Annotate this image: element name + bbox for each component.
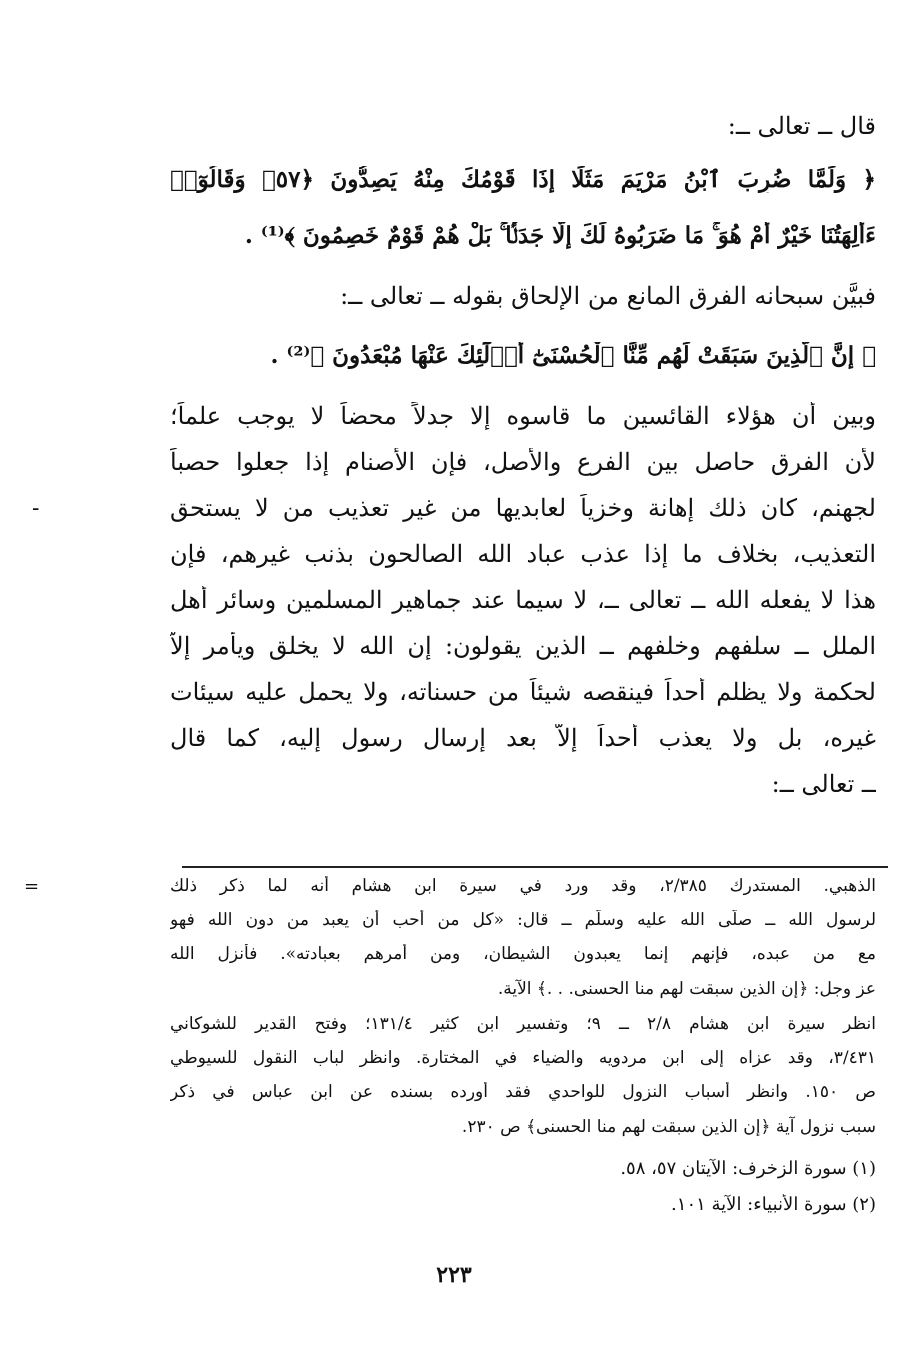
footnote-line: ٣/٤٣١، وقد عزاه إلى ابن مردويه والضياء في المختارة. وانظر لباب النقول للسيوطي [170, 1048, 876, 1068]
bridge-line: فبيَّن سبحانه الفرق المانع من الإلحاق بقوله ــ تعالى ــ: [340, 282, 876, 310]
footnote-line: سبب نزول آية ﴿إن الذين سبقت لهم منا الحسنى﴾ ص ٢٣٠. [461, 1117, 876, 1137]
paragraph-line: الملل ــ سلفهم وخلفهم ــ الذين يقولون: إن الله لا يخلق ويأمر إلاَّ [170, 632, 876, 660]
quran-verse-1-line-2: ءَأَٰلِهَتُنَا خَيْرٌ أَمْ هُوَ ۚ مَا ضَرَبُوهُ لَكَ إِلَّا جَدَلًۢا ۚ بَلْ هُمْ قَوْمٌ خَصِمُونَ ﴾⁽¹⁾ . [244, 222, 876, 249]
footnote-continuation-mark: = [24, 876, 40, 897]
page-number: ٢٢٣ [436, 1262, 472, 1288]
paragraph-line: لأن الفرق حاصل بين الفرع والأصل، فإن الأصنام إذا جعلوا حصباً [170, 448, 876, 476]
paragraph-line: هذا لا يفعله الله ــ تعالى ــ، لا سيما عند جماهير المسلمين وسائر أهل [170, 586, 876, 614]
quran-verse-1-line-1: ﴿ وَلَمَّا ضُرِبَ ٱبْنُ مَرْيَمَ مَثَلًا إِذَا قَوْمُكَ مِنْهُ يَصِدُّونَ ﴿٥٧﴾ وَقَالُوٓا۟ [170, 166, 876, 193]
paragraph-line: التعذيب، بخلاف ما إذا عذب عباد الله الصالحون بذنب غيرهم، فإن [170, 540, 876, 568]
footnote-line: مع من عبده، فإنهم إنما يعبدون الشيطان، ومن أمرهم بعبادته». فأنزل الله [170, 944, 876, 964]
paragraph-line: غيره، بل ولا يعذب أحداً إلاَّ بعد إرسال رسول إليه، كما قال [170, 724, 876, 752]
intro-line: قال ــ تعالى ــ: [727, 112, 876, 140]
footnote-line: لرسول الله ــ صلَّى الله عليه وسلَّم ــ قال: «كل من أحب أن يعبد من دون الله فهو [170, 910, 876, 930]
footnote-2: (٢) سورة الأنبياء: الآية ١٠١. [671, 1194, 876, 1215]
paragraph-line: لجهنم، كان ذلك إهانة وخزياً لعابديها من غير تعذيب من لا يستحق [170, 494, 876, 522]
margin-mark: - [32, 496, 40, 521]
footnote-line: انظر سيرة ابن هشام ٢/٨ ــ ٩؛ وتفسير ابن كثير ١٣١/٤؛ وفتح القدير للشوكاني [170, 1014, 876, 1034]
quran-verse-2: ﴿ إِنَّ ٱلَّذِينَ سَبَقَتْ لَهُم مِّنَّا ٱلْحُسْنَىٰٓ أُو۟لَٰٓئِكَ عَنْهَا مُبْعَدُونَ ﴾⁽²⁾ . [270, 342, 876, 369]
paragraph-line: وبين أن هؤلاء القائسين ما قاسوه إلا جدلاً محضاً لا يوجب علماً؛ [170, 402, 876, 430]
footnote-line: عز وجل: ﴿إن الذين سبقت لهم منا الحسنى. . .﴾ الآية. [497, 979, 876, 999]
footnote-1: (١) سورة الزخرف: الآيتان ٥٧، ٥٨. [620, 1158, 876, 1179]
footnote-line: الذهبي. المستدرك ٢/٣٨٥، وقد ورد في سيرة ابن هشام أنه لما ذكر ذلك [170, 876, 876, 896]
footnote-line: ص ١٥٠. وانظر أسباب النزول للواحدي فقد أورده بسنده عن ابن عباس في ذكر [170, 1082, 876, 1102]
paragraph-line-last: ــ تعالى ــ: [771, 770, 876, 798]
paragraph-line: لحكمة ولا يظلم أحداً فينقصه شيئاً من حسناته، ولا يحمل عليه سيئات [170, 678, 876, 706]
footnote-divider [182, 866, 888, 868]
